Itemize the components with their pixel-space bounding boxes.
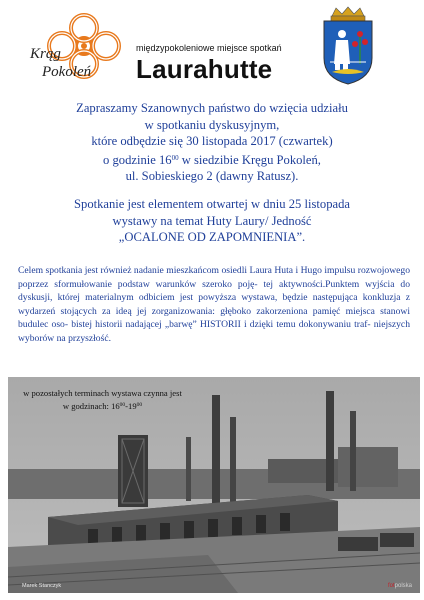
exhibition-line: wystawy na temat Huty Laury/ Jedność [112,213,312,228]
hours-start-minutes: 00 [119,402,126,408]
time-text: o godzinie 16 [103,152,172,167]
hours-end: -19 [125,401,137,411]
watermark-rest: polska [394,583,412,589]
opening-hours-note [20,387,185,412]
page-title: Laurahutte [136,54,273,84]
krag-pokolen-logo [12,6,132,100]
body-paragraph: Celem spotkania jest również nadanie mieszkańcom osiedli Laura Huta i Hugo impulsu rozwojowego poprzez sformułowanie podstaw warunków szeroko poję- tej aktywności.Punktem wyjścia do dyskusji, której materialnym odbiciem jest powyższa wystawa, będzie następująca konkluzja z wydarzeń stojących za ideą jej zorganizowania: głęboko zakorzeniona pamięć miejsca stanowi budulec oso- bistej historii nadającej „barwę” HISTORII i dzięki temu dokonywaniu traf- niejszych wyborów na przyszłość. [18,265,410,344]
invitation-line: w spotkaniu dyskusyjnym, [144,117,280,132]
invitation-line: Zapraszamy Szanownych państwo do wzięcia udziału [76,101,348,115]
source-watermark [388,583,412,589]
historic-steelworks-photo [8,377,420,593]
exhibition-text [10,196,414,246]
venue-text: w siedzibie Kręgu Pokoleń, [178,152,321,167]
watermark-accent: fot [387,583,395,589]
opening-hours-line [20,399,185,412]
exhibition-line: Spotkanie jest elementem otwartej w dniu 25 listopada [74,197,350,211]
opening-hours-line: w pozostałych terminach wystawa czynna jest [23,388,182,398]
invitation-line [10,150,414,169]
invitation-text [10,100,414,185]
logo-text-pokolen: Pokoleń [42,64,92,80]
time-minutes: 00 [171,153,179,162]
invitation-line: ul. Sobieskiego 2 (dawny Ratusz). [125,169,299,183]
photographer-credit: Marek Stanczyk [22,583,62,589]
hours-start: w godzinach: 16 [62,401,120,411]
invitation-line: które odbędzie się 30 listopada 2017 (czwartek) [91,134,333,148]
logo-text-krag: Krąg [30,46,61,62]
hours-end-minutes: 00 [136,402,143,408]
coat-of-arms-icon [322,6,374,86]
tagline: międzypokoleniowe miejsce spotkań [136,43,282,53]
exhibition-title: „OCALONE OD ZAPOMNIENIA”. [118,230,306,244]
